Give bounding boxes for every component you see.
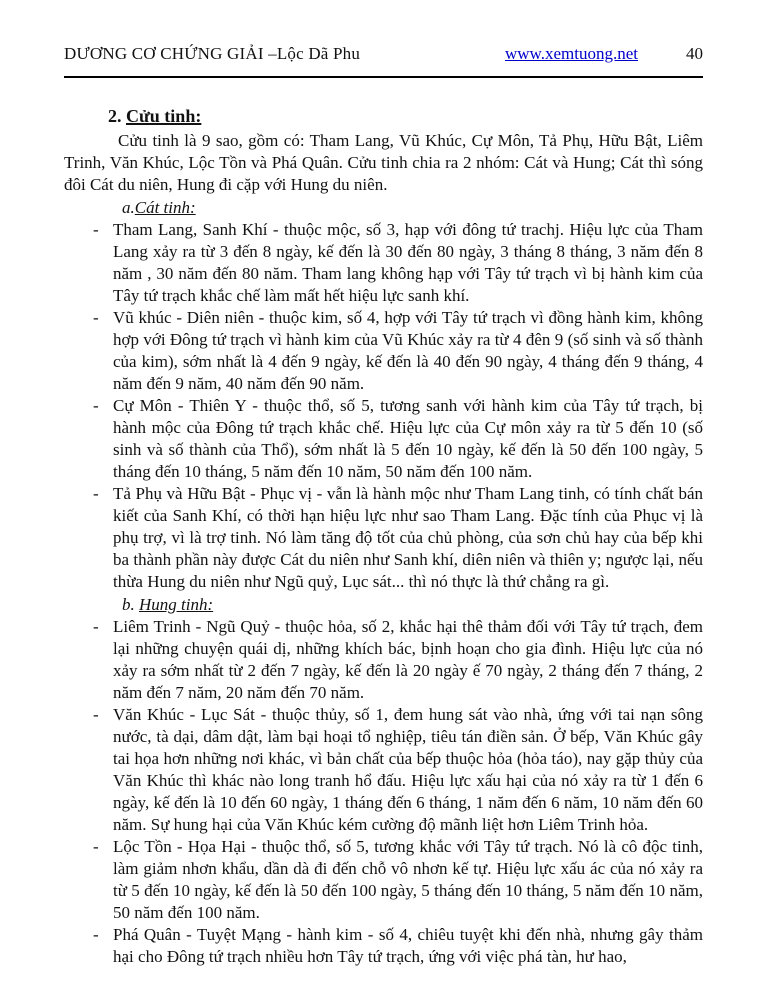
subsection-a-label: Cát tinh: (134, 198, 196, 217)
list-item-text: Văn Khúc - Lục Sát - thuộc thủy, số 1, đem hung sát vào nhà, ứng với tai nạn sông nước, tà dại, dâm dật, làm bại hoại tổ nghiệp, tiêu tán điền sản. Ở bếp, Văn Khúc gây tai họa hơn những nơi khác, vì bản chất của bếp thuộc hỏa (hỏa táo), nay gặp thủy của Văn Khúc thì khác nào long tranh hổ đấu. Hiệu lực xấu hại của nó xảy ra từ 1 đến 6 ngày, kế đến là 10 đến 60 ngày, 1 tháng đến 6 tháng, 1 năm đến 6 năm, 10 năm đến 60 năm. Sự hung hại của Văn Khúc kém cường độ mãnh liệt hơn Liêm Trinh hỏa. (113, 705, 703, 834)
page-header (64, 44, 703, 64)
header-divider (64, 76, 703, 78)
list-item-pha-quan (64, 924, 703, 968)
document-title: DƯƠNG CƠ CHỨNG GIẢI –Lộc Dã Phu (64, 44, 361, 63)
bullet-dash: - (93, 220, 99, 239)
list-item-ta-phu-huu-bat (64, 483, 703, 593)
list-item-vu-khuc (64, 307, 703, 395)
list-item-liem-trinh (64, 616, 703, 704)
list-item-text: Lộc Tồn - Họa Hại - thuộc thổ, số 5, tương khắc với Tây tứ trạch. Nó là cô độc tinh, làm giảm nhơn khẩu, dần dà đi đến chỗ vô nhơn kế tự. Hiệu lực xấu ác của nó xảy ra từ 5 đến 10 ngày, kế đến là 50 đến 100 ngày, 5 tháng đến 10 tháng, 5 năm đến 10 năm, 50 năm đến 100 năm. (113, 837, 703, 922)
bullet-dash: - (93, 617, 99, 636)
list-item-text: Cự Môn - Thiên Y - thuộc thổ, số 5, tương sanh với hành kim của Tây tứ trạch, bị hành mộc của Đông tứ trạch khắc chế. Hiệu lực của Cự môn xảy ra từ 5 đến 10 (số sinh và số thành của Thổ), sớm nhất là 5 đến 10 ngày, kế đến là 50 đến 100 ngày, 5 tháng đến 10 tháng, 5 năm đến 10 năm, 50 năm đến 100 năm. (113, 396, 703, 481)
document-body (64, 102, 703, 968)
list-item-text: Tả Phụ và Hữu Bật - Phục vị - vẫn là hành mộc như Tham Lang tinh, có tính chất bán kiết của Sanh Khí, có thời hạn hiệu lực như sao Tham Lang. Đặc tính của Phục vị là phụ trợ, vì là trợ tinh. Nó làm tăng độ tốt của chủ phòng, của sơn chủ hay của bếp khi ba thành phần này được Cát du niên như Sanh khí, diên niên và thiên y; ngược lại, nếu thừa Hung du niên như Ngũ quỷ, Lục sát... thì nó thực là thứ chẳng ra gì. (113, 484, 703, 591)
list-item-text: Phá Quân - Tuyệt Mạng - hành kim - số 4, chiêu tuyệt khi đến nhà, nhưng gây thảm hại cho Đông tứ trạch nhiều hơn Tây tứ trạch, ứng với việc phá tàn, hư hao, (113, 925, 703, 966)
bullet-dash: - (93, 308, 99, 327)
subsection-heading-cat-tinh (122, 196, 703, 219)
subsection-b-label: Hung tinh: (139, 595, 214, 614)
page-number: 40 (686, 44, 703, 63)
section-heading (108, 104, 703, 128)
subsection-b-prefix: b. (122, 595, 139, 614)
bullet-dash: - (93, 396, 99, 415)
bullet-dash: - (93, 837, 99, 856)
list-item-text: Vũ khúc - Diên niên - thuộc kim, số 4, hợp với Tây tứ trạch vì đồng hành kim, không hợp với Đông tứ trạch vì hành kim của Vũ Khúc xảy ra từ 4 đên 9 (số sinh và số thành của kim), sớm nhất là 4 đến 9 ngày, kế đến là 40 đến 90 ngày, 4 tháng đến 9 tháng, 4 năm đến 9 năm, 40 năm đến 90 năm. (113, 308, 703, 393)
bullet-dash: - (93, 484, 99, 503)
bullet-dash: - (93, 705, 99, 724)
bullet-dash: - (93, 925, 99, 944)
list-item-cu-mon (64, 395, 703, 483)
list-item-loc-ton (64, 836, 703, 924)
list-item-text: Liêm Trinh - Ngũ Quỷ - thuộc hỏa, số 2, khắc hại thê thảm đối với Tây tứ trạch, đem lại những chuyện quái dị, những khích bác, bịnh hoạn cho gia đình. Hiệu lực của nó xảy ra sớm nhất từ 2 đến 7 ngày, kế đến là 20 ngày ế 70 ngày, 2 tháng đến 7 tháng, 2 năm đến 7 năm, 20 năm đến 70 năm. (113, 617, 703, 702)
list-item-van-khuc (64, 704, 703, 836)
subsection-heading-hung-tinh (122, 593, 703, 616)
intro-paragraph: Cửu tinh là 9 sao, gồm có: Tham Lang, Vũ Khúc, Cự Môn, Tả Phụ, Hữu Bật, Liêm Trinh, Văn Khúc, Lộc Tồn và Phá Quân. Cửu tinh chia ra 2 nhóm: Cát và Hung; Cát thì sóng đôi Cát du niên, Hung đi cặp với Hung du niên. (64, 131, 703, 194)
website-link[interactable]: www.xemtuong.net (505, 44, 638, 63)
list-item-text: Tham Lang, Sanh Khí - thuộc mộc, số 3, hạp với đông tứ trachj. Hiệu lực của Tham Lang xảy ra từ 3 đến 8 ngày, kế đến là 30 đến 80 ngày, 3 tháng 8 tháng, 3 năm đến 8 năm , 30 năm đến 80 năm. Tham lang không hạp với Tây tứ trạch vì bị hành kim của Tây tứ trạch khắc chế làm mất hết hiệu lực sanh khí. (113, 220, 703, 305)
section-heading-number: 2. (108, 106, 126, 126)
section-heading-label: Cửu tinh: (126, 106, 202, 126)
list-item-tham-lang (64, 219, 703, 307)
subsection-a-prefix: a. (122, 198, 135, 217)
